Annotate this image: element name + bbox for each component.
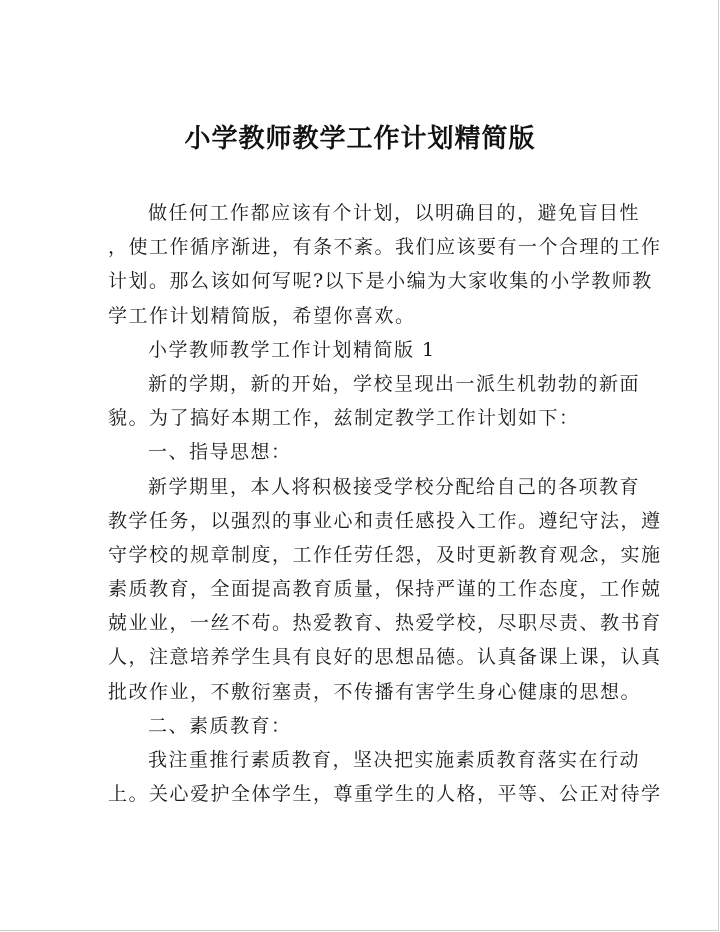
text-line: 批改作业，不敷衍塞责，不传播有害学生身心健康的思想。	[108, 680, 642, 703]
text-line: 人，注意培养学生具有良好的思想品德。认真备课上课，认真	[108, 646, 662, 669]
text-line: 守学校的规章制度，工作任劳任怨，及时更新教育观念，实施	[108, 543, 662, 566]
section-heading: 二、素质教育：	[148, 714, 292, 737]
text-line: ，使工作循序渐进，有条不紊。我们应该要有一个合理的工作	[108, 236, 662, 259]
text-line: 计划。那么该如何写呢?以下是小编为大家收集的小学教师教	[108, 270, 653, 293]
text-line: 教学任务，以强烈的事业心和责任感投入工作。遵纪守法，遵	[108, 509, 662, 532]
text-line: 做任何工作都应该有个计划，以明确目的，避免盲目性	[148, 202, 641, 224]
text-line: 貌。为了搞好本期工作，兹制定教学工作计划如下：	[108, 407, 580, 430]
section-heading: 小学教师教学工作计划精简版 1	[148, 338, 436, 361]
text-line: 学工作计划精简版，希望你喜欢。	[108, 304, 416, 327]
document-title: 小学教师教学工作计划精简版	[184, 124, 536, 154]
document-body	[108, 196, 662, 811]
text-line: 新学期里，本人将积极接受学校分配给自己的各项教育	[148, 475, 641, 498]
text-line: 素质教育，全面提高教育质量，保持严谨的工作态度，工作兢	[108, 578, 662, 601]
section-heading: 一、指导思想：	[148, 441, 292, 464]
text-line: 新的学期，新的开始，学校呈现出一派生机勃勃的新面	[148, 372, 641, 395]
text-line: 兢业业，一丝不苟。热爱教育、热爱学校，尽职尽责、教书育	[108, 612, 662, 635]
text-line: 我注重推行素质教育，坚决把实施素质教育落实在行动	[148, 749, 641, 771]
text-line: 上。关心爱护全体学生，尊重学生的人格，平等、公正对待学	[108, 783, 662, 806]
